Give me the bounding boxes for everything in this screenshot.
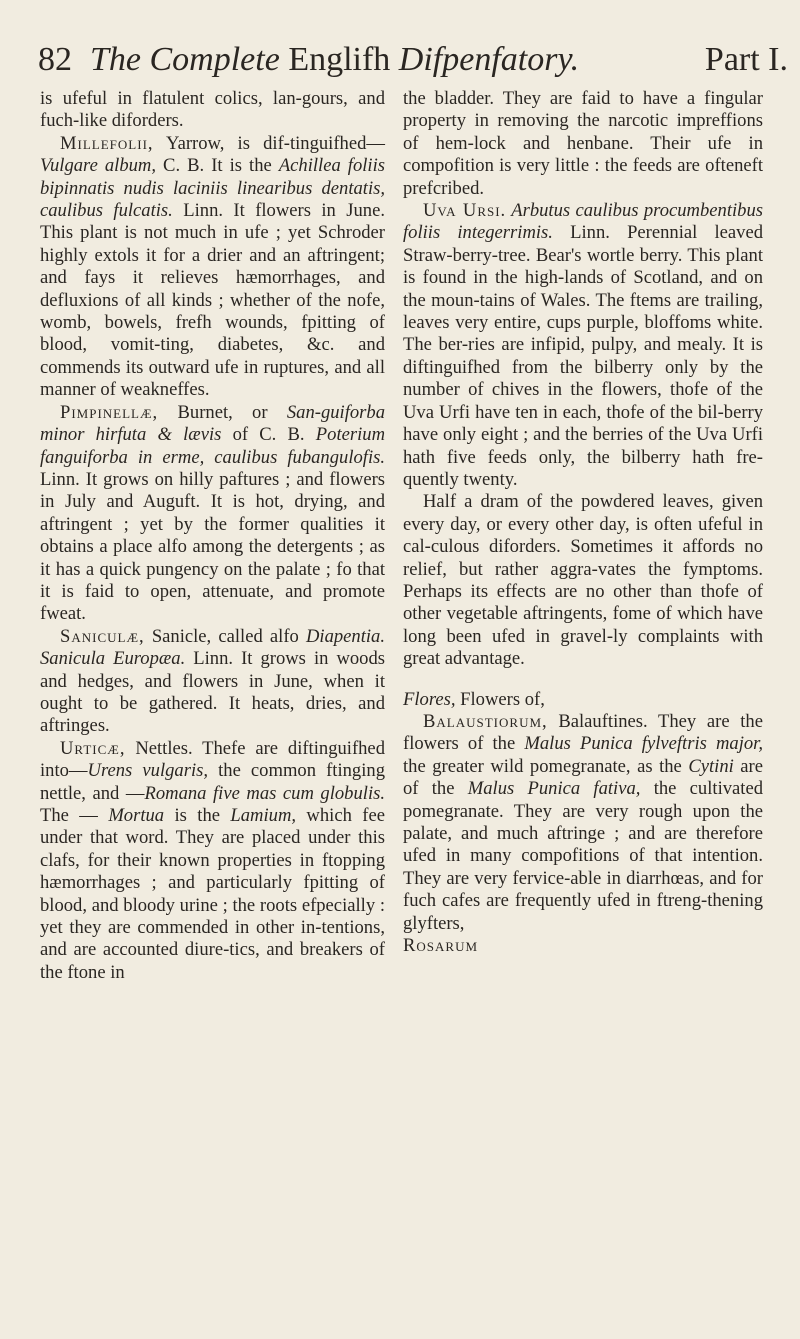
part-label: Part I. bbox=[704, 41, 788, 78]
entry-urticae: Urticæ, Nettles. Thefe are diftinguifhed into—Urens vulgaris, the common ftinging nettle, and —Romana five mas cum globulis. The — Mortua is the Lamium, which fee under that word. They are placed under this clafs, for their known properties in ftopping hæmorrhages ; and particularly fpitting of blood, and bloody urine ; the roots efpecially : yet they are commended in other in-tentions, and are accounted diure-tics, and breakers of the ftone in bbox=[40, 737, 385, 983]
catchword: Rosarum bbox=[403, 935, 479, 957]
entry-head: Uva Ursi. bbox=[423, 200, 507, 222]
entry-head: Saniculæ, bbox=[60, 625, 145, 647]
page-number: 82 bbox=[38, 41, 72, 78]
paragraph: the bladder. They are faid to have a fingular property in removing the narcotic impreffions of hem-lock and henbane. Their ufe in compofition is very little : the feeds are ofteneft prefcribed. bbox=[403, 88, 763, 199]
entry-saniculae: Saniculæ, Sanicle, called alfo Diapentia. Sanicula Europæa. Linn. It grows in woods and hedges, and flowers in June, when it ought to be gathered. It heats, dries, and aftringes. bbox=[40, 625, 385, 737]
entry-head: Balaustiorum, bbox=[423, 710, 548, 732]
section-gap bbox=[403, 671, 763, 689]
right-column bbox=[403, 88, 763, 957]
entry-head: Pimpinellæ, bbox=[60, 401, 159, 423]
entry-head: Urticæ, bbox=[60, 737, 126, 759]
entry-pimpinellae: Pimpinellæ, Burnet, or San-guiforba minor hirfuta & lævis of C. B. Poterium fanguiforba in erme, caulibus fubangulofis. Linn. It grows on hilly paftures ; and flowers in July and Auguft. It is hot, drying, and aftringent ; yet by the former qualities it obtains a place alfo among the detergents ; as it has a quick pungency on the palate ; fo that it is faid to open, attenuate, and promote fweat. bbox=[40, 401, 385, 625]
section-heading-flores: Flores, Flowers of, bbox=[403, 688, 545, 710]
left-column bbox=[40, 88, 385, 984]
running-title: The Complete Englifh Difpenfatory. bbox=[90, 41, 580, 78]
paragraph: Half a dram of the powdered leaves, given every day, or every other day, is often ufeful in cal-culous diforders. Sometimes it affords no relief, but rather aggra-vates the fymptoms. Perhaps its effects are no other than thofe of other vegetable aftringents, fome of which have long been ufed in gravel-ly complaints with great advantage. bbox=[403, 491, 763, 670]
running-header bbox=[38, 38, 788, 82]
paragraph: is ufeful in flatulent colics, lan-gours, and fuch-like diforders. bbox=[40, 88, 385, 132]
entry-balaustiorum: Balaustiorum, Balauftines. They are the flowers of the Malus Punica fylveftris major, the greater wild pomegranate, as the Cytini are of the Malus Punica fativa, the cultivated pomegranate. They are very rough upon the palate, and much aftringe ; and are therefore ufed in many compofitions of that intention. They are very fervice-able in diarrhœas, and for fuch cafes are frequently ufed in ftreng-thening glyfters, bbox=[403, 710, 763, 934]
entry-millefolii: Millefolii, Yarrow, is dif-tinguifhed—Vulgare album, C. B. It is the Achillea foliis bipinnatis nudis laciniis linearibus dentatis, caulibus fulcatis. Linn. It flowers in June. This plant is not much in ufe ; yet Schroder highly extols it for a drier and an aftringent; and fays it relieves hæmorrhages, and defluxions of all kinds ; whether of the nofe, womb, bowels, frefh wounds, fpitting of blood, vomit-ting, diabetes, &c. and commends its outward ufe in ruptures, and all manner of weakneffes. bbox=[40, 132, 385, 401]
entry-uva-ursi: Uva Ursi. Arbutus caulibus procumbentibus foliis integerrimis. Linn. Perennial leaved Straw-berry-tree. Bear's wortle berry. This plant is found in the high-lands of Scotland, and on the moun-tains of Wales. The ftems are trailing, leaves very entire, cups purple, bloffoms white. The ber-ries are infipid, pulpy, and mealy. It is diftinguifhed from the bilberry only by the number of chives in the flowers, thofe of the Uva Urfi have ten in each, thofe of the bil-berry have only eight ; and the berries of the Uva Urfi hath five feeds only, the bilberry hath fre-quently twenty. bbox=[403, 200, 763, 490]
entry-head: Millefolii, bbox=[60, 132, 154, 154]
